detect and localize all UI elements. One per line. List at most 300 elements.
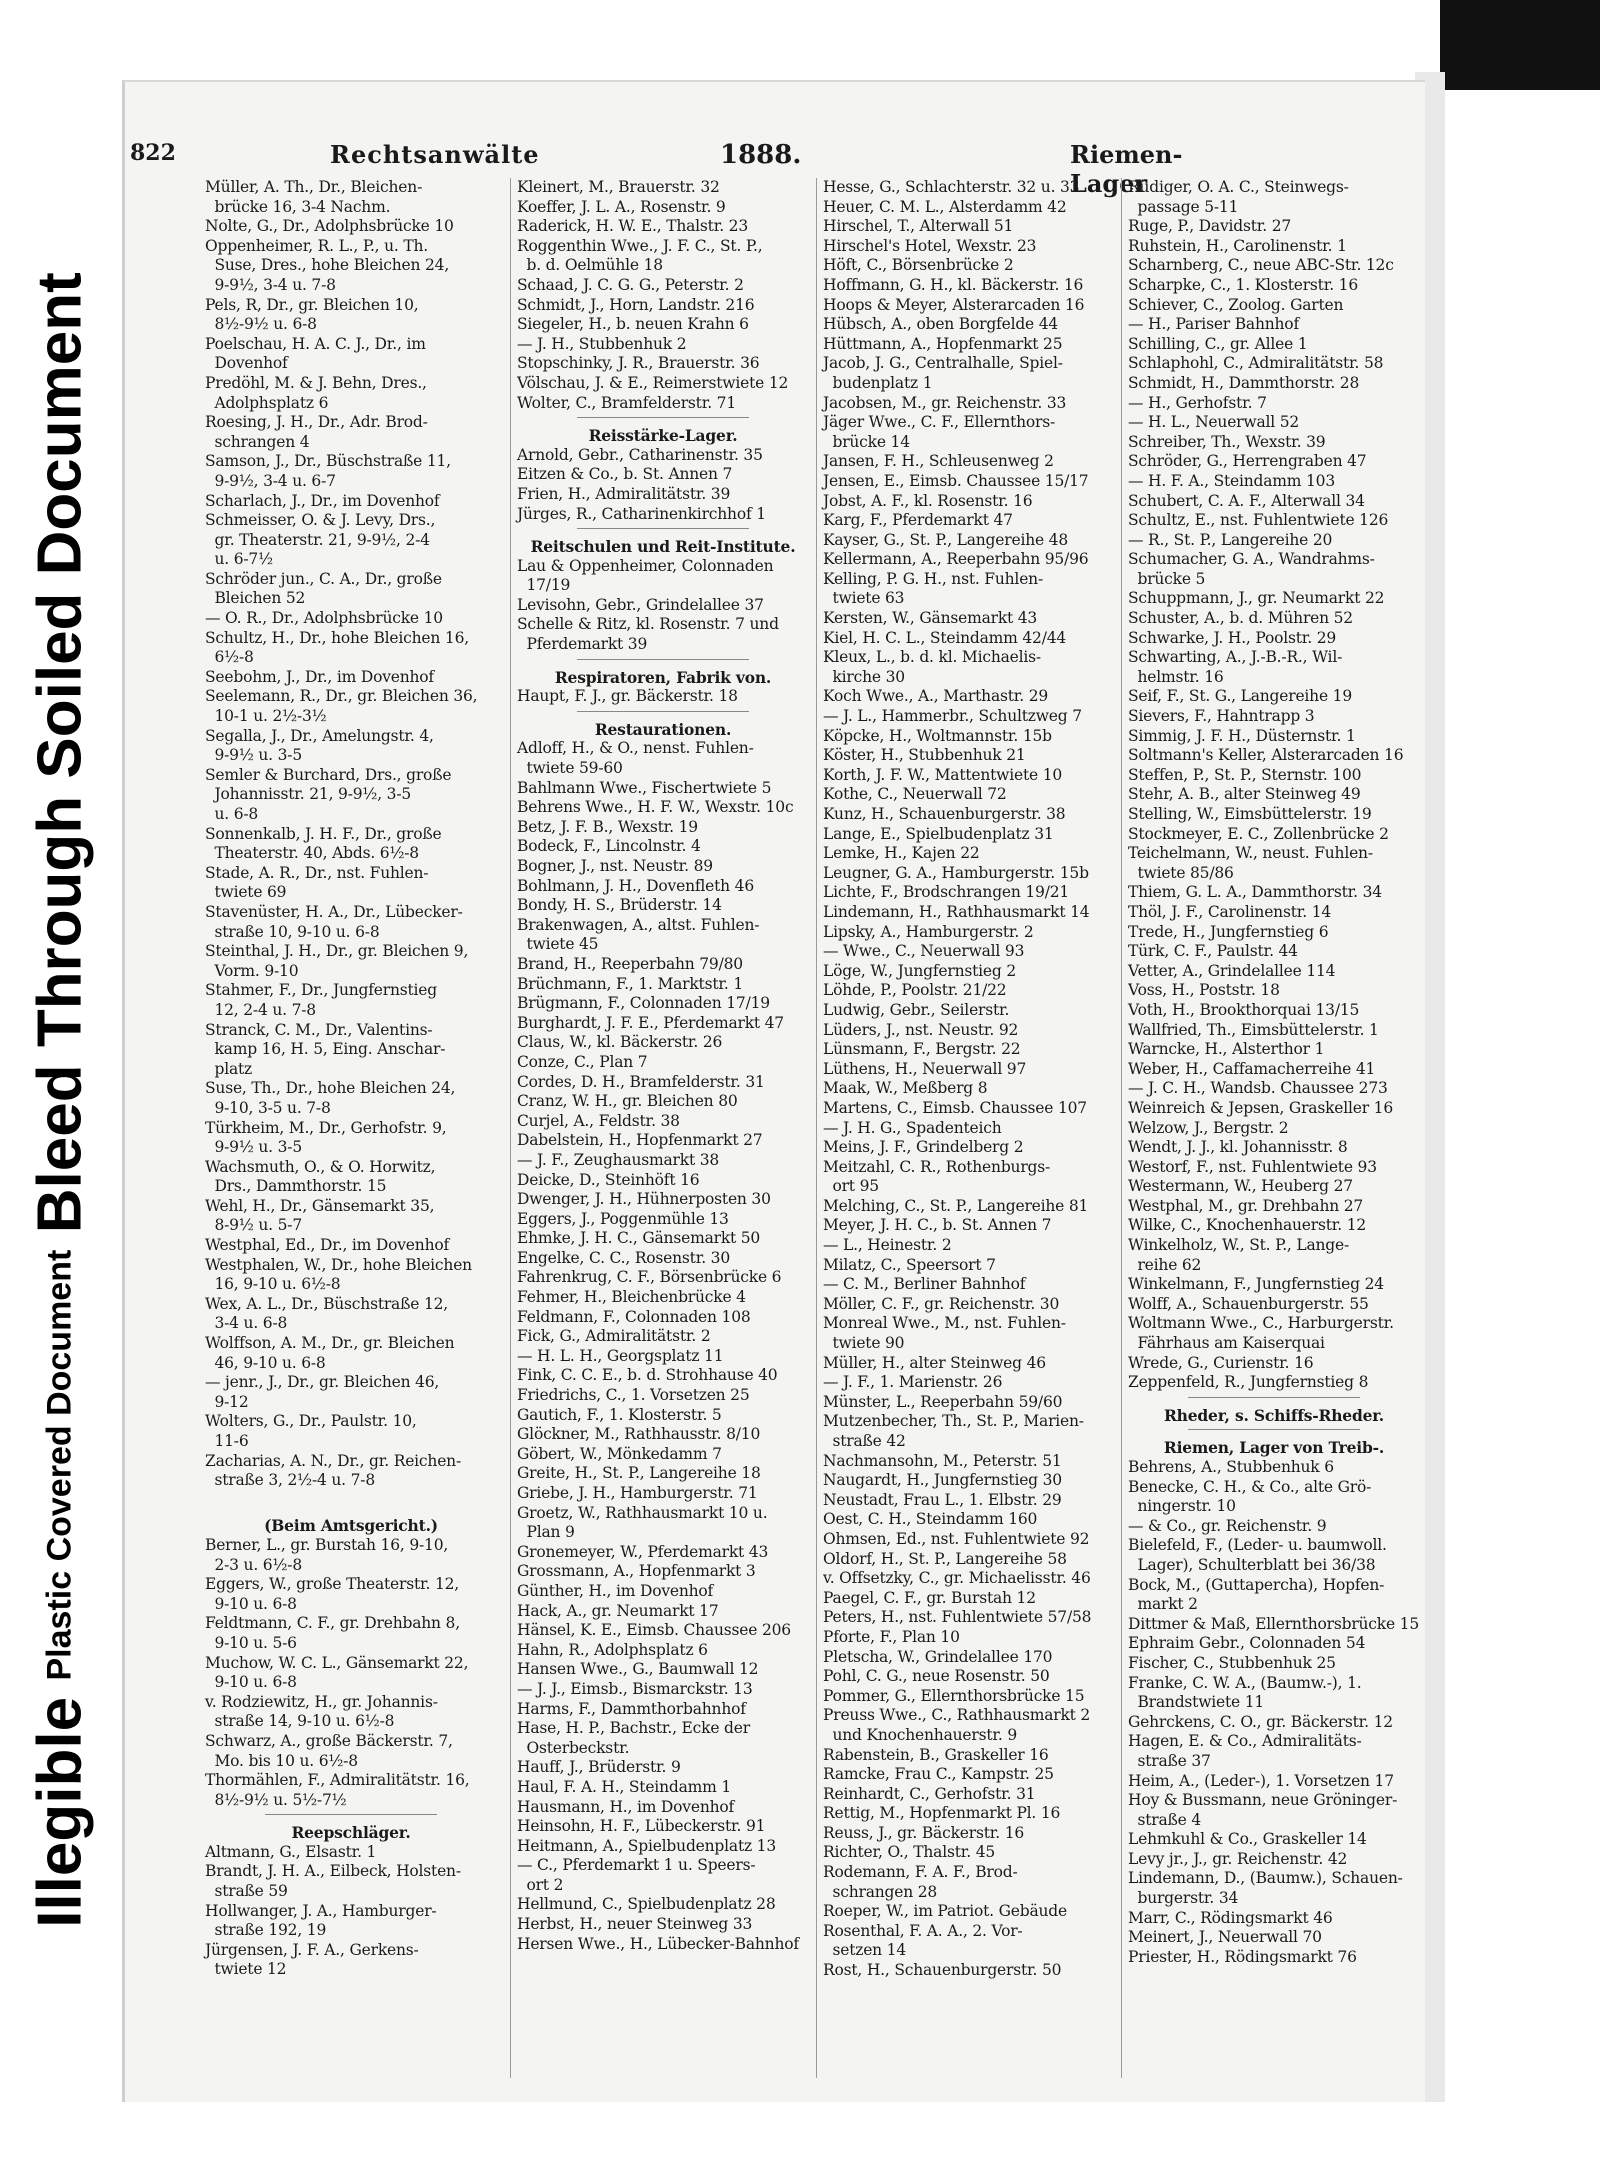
- directory-entry-line: Ephraim Gebr., Colonnaden 54: [1128, 1634, 1366, 1653]
- directory-entry-line: — J. L., Hammerbr., Schultzweg 7: [823, 707, 1082, 726]
- directory-entry-line: Neustadt, Frau L., 1. Elbstr. 29: [823, 1490, 1062, 1509]
- directory-entry-line: Stranck, C. M., Dr., Valentins-: [205, 1020, 433, 1039]
- directory-entry-line: straße 42: [823, 1432, 906, 1450]
- directory-entry-line: Meyer, J. H. C., b. St. Annen 7: [823, 1216, 1052, 1235]
- directory-entry-line: Heitmann, A., Spielbudenplatz 13: [517, 1836, 776, 1855]
- directory-entry-line: Jürgensen, J. F. A., Gerkens-: [205, 1940, 419, 1959]
- directory-entry-line: Rosenthal, F. A. A., 2. Vor-: [823, 1921, 1023, 1940]
- directory-entry-line: Levy jr., J., gr. Reichenstr. 42: [1128, 1849, 1348, 1868]
- directory-entry-line: Pferdemarkt 39: [517, 635, 648, 654]
- directory-entry-line: Stopschinky, J. R., Brauerstr. 36: [517, 354, 760, 373]
- directory-entry-line: Muchow, W. C. L., Gänsemarkt 22,: [205, 1653, 469, 1672]
- directory-entry-line: Pletscha, W., Grindelallee 170: [823, 1647, 1053, 1666]
- directory-entry-line: Schwarz, A., große Bäckerstr. 7,: [205, 1731, 453, 1750]
- directory-entry-line: 9-10 u. 5-6: [205, 1633, 297, 1652]
- directory-entry-line: ort 2: [517, 1875, 564, 1894]
- directory-entry-line: Gronemeyer, W., Pferdemarkt 43: [517, 1542, 769, 1561]
- directory-entry-line: Brandt, J. H. A., Eilbeck, Holsten-: [205, 1862, 461, 1881]
- directory-entry-line: Lange, E., Spielbudenplatz 31: [823, 824, 1054, 843]
- directory-entry-line: Bock, M., (Guttapercha), Hopfen-: [1128, 1575, 1385, 1594]
- directory-entry-line: Nolte, G., Dr., Adolphsbrücke 10: [205, 217, 454, 236]
- section-divider: [1188, 1397, 1360, 1398]
- directory-entry-line: passage 5-11: [1128, 197, 1239, 216]
- directory-entry-line: Brand, H., Reeperbahn 79/80: [517, 954, 743, 973]
- directory-entry-line: Ludwig, Gebr., Seilerstr.: [823, 1000, 1010, 1019]
- directory-entry-line: 3-4 u. 6-8: [205, 1314, 288, 1333]
- directory-entry-line: Teichelmann, W., neust. Fuhlen-: [1128, 844, 1373, 863]
- directory-entry-line: Westphalen, W., Dr., hohe Bleichen: [205, 1255, 472, 1274]
- directory-entry-line: Schubert, C. A. F., Alterwall 34: [1128, 491, 1365, 510]
- directory-entry-line: — R., St. P., Langereihe 20: [1128, 530, 1333, 549]
- directory-entry-line: straße 59: [205, 1882, 288, 1901]
- directory-entry-line: Lau & Oppenheimer, Colonnaden: [517, 556, 774, 575]
- directory-entry-line: Arnold, Gebr., Catharinenstr. 35: [517, 445, 763, 464]
- directory-entry-line: Nachmansohn, M., Peterstr. 51: [823, 1451, 1062, 1470]
- section-heading: Reepschläger.: [291, 1823, 411, 1843]
- section-heading: Restaurationen.: [594, 719, 732, 739]
- directory-entry-line: 16, 9-10 u. 6½-8: [205, 1275, 341, 1294]
- directory-entry-line: Altmann, G., Elsastr. 1: [205, 1842, 377, 1861]
- directory-entry-line: Bleichen 52: [205, 589, 306, 608]
- directory-entry-line: Jacob, J. G., Centralhalle, Spiel-: [823, 354, 1063, 373]
- directory-entry-line: — Wwe., C., Neuerwall 93: [823, 942, 1025, 961]
- directory-entry-line: Preuss Wwe., C., Rathhausmarkt 2: [823, 1706, 1091, 1725]
- directory-entry-line: Müller, H., alter Steinweg 46: [823, 1353, 1046, 1372]
- directory-entry-line: Wachsmuth, O., & O. Horwitz,: [205, 1157, 436, 1176]
- directory-entry-line: Lüders, J., nst. Neustr. 92: [823, 1020, 1019, 1039]
- directory-entry-line: Hoffmann, G. H., kl. Bäckerstr. 16: [823, 275, 1084, 294]
- directory-entry-line: Sievers, F., Hahntrapp 3: [1128, 707, 1315, 726]
- directory-entry-line: Winkelholz, W., St. P., Lange-: [1128, 1236, 1350, 1255]
- directory-entry-line: Wex, A. L., Dr., Büschstraße 12,: [205, 1294, 449, 1313]
- directory-entry-line: Behrens Wwe., H. F. W., Wexstr. 10c: [517, 798, 794, 817]
- directory-entry-line: Reinhardt, C., Gerhofstr. 31: [823, 1784, 1036, 1803]
- directory-entry-line: Jansen, F. H., Schleusenweg 2: [823, 452, 1054, 471]
- document-condition-label: [0, 0, 120, 2177]
- directory-entry-line: Haupt, F. J., gr. Bäckerstr. 18: [517, 687, 738, 706]
- directory-entry-line: — J. J., Eimsb., Bismarckstr. 13: [517, 1679, 753, 1698]
- directory-entry-line: Dwenger, J. H., Hühnerposten 30: [517, 1190, 771, 1209]
- directory-entry-line: — J. F., Zeughausmarkt 38: [517, 1150, 720, 1169]
- directory-entry-line: Kiel, H. C. L., Steindamm 42/44: [823, 628, 1067, 647]
- directory-entry-line: Dabelstein, H., Hopfenmarkt 27: [517, 1131, 763, 1150]
- directory-entry-line: Wolter, C., Bramfelderstr. 71: [517, 393, 736, 412]
- directory-entry-line: Lüthens, H., Neuerwall 97: [823, 1059, 1027, 1078]
- directory-entry-line: Lipsky, A., Hamburgerstr. 2: [823, 922, 1034, 941]
- directory-entry-line: straße 10, 9-10 u. 6-8: [205, 922, 380, 941]
- directory-entry-line: Schumacher, G. A., Wandrahms-: [1128, 550, 1375, 569]
- directory-entry-line: Hagen, E. & Co., Admiralitäts-: [1128, 1732, 1362, 1751]
- directory-entry-line: Behrens, A., Stubbenhuk 6: [1128, 1458, 1334, 1476]
- directory-entry-line: Bielefeld, F., (Leder- u. baumwoll.: [1128, 1536, 1387, 1555]
- directory-entry-line: Westermann, W., Heuberg 27: [1128, 1177, 1353, 1196]
- directory-entry-line: Scharnberg, C., neue ABC-Str. 12c: [1128, 256, 1394, 275]
- directory-column-2: [510, 178, 809, 2078]
- page-number: 822: [130, 140, 176, 166]
- directory-entry-line: — H., Gerhofstr. 7: [1128, 393, 1267, 412]
- directory-entry-line: Dittmer & Maß, Ellernthorsbrücke 15: [1128, 1614, 1420, 1633]
- directory-entry-line: Roeper, W., im Patriot. Gebäude: [823, 1902, 1067, 1921]
- directory-entry-line: Thöl, J. F., Carolinenstr. 14: [1128, 902, 1332, 921]
- directory-entry-line: Westphal, Ed., Dr., im Dovenhof: [205, 1236, 450, 1255]
- directory-entry-line: Vetter, A., Grindelallee 114: [1128, 961, 1336, 980]
- directory-entry-line: straße 4: [1128, 1810, 1202, 1829]
- directory-entry-line: Peters, H., nst. Fuhlentwiete 57/58: [823, 1608, 1092, 1627]
- directory-entry-line: kamp 16, H. 5, Eing. Anschar-: [205, 1040, 446, 1059]
- directory-entry-line: Ruge, P., Davidstr. 27: [1128, 217, 1292, 236]
- directory-entry-line: Ruhstein, H., Carolinenstr. 1: [1128, 236, 1347, 255]
- directory-entry-line: Sonnenkalb, J. H. F., Dr., große: [205, 824, 442, 843]
- illegible-label: Illegible: [25, 1696, 95, 1928]
- directory-entry-line: — & Co., gr. Reichenstr. 9: [1128, 1516, 1327, 1535]
- directory-entry-line: 46, 9-10 u. 6-8: [205, 1353, 326, 1372]
- directory-entry-line: Feldmann, F., Colonnaden 108: [517, 1307, 751, 1326]
- directory-entry-line: 9-10 u. 6-8: [205, 1594, 297, 1613]
- directory-entry-line: Benecke, C. H., & Co., alte Grö-: [1128, 1477, 1372, 1496]
- directory-entry-line: reihe 62: [1128, 1255, 1202, 1274]
- directory-entry-line: Hoops & Meyer, Alsterarcaden 16: [823, 295, 1085, 314]
- directory-entry-line: Fahrenkrug, C. F., Börsenbrücke 6: [517, 1268, 782, 1287]
- directory-entry-line: straße 3, 2½-4 u. 7-8: [205, 1471, 375, 1490]
- directory-entry-line: Glöckner, M., Rathhausstr. 8/10: [517, 1425, 761, 1444]
- directory-entry-line: Hesse, G., Schlachterstr. 32 u. 33: [823, 178, 1080, 196]
- directory-entry-line: twiete 45: [517, 935, 599, 954]
- directory-entry-line: Hauff, J., Brüderstr. 9: [517, 1758, 681, 1777]
- directory-entry-line: Milatz, C., Speersort 7: [823, 1255, 996, 1274]
- directory-entry-line: budenplatz 1: [823, 373, 933, 392]
- directory-entry-line: Conze, C., Plan 7: [517, 1052, 648, 1071]
- directory-entry-line: Semler & Burchard, Drs., große: [205, 765, 452, 784]
- directory-entry-line: Naugardt, H., Jungfernstieg 30: [823, 1471, 1062, 1490]
- directory-entry-line: Maak, W., Meßberg 8: [823, 1079, 988, 1098]
- directory-entry-line: ningerstr. 10: [1128, 1497, 1236, 1516]
- directory-entry-line: Wolff, A., Schauenburgerstr. 55: [1128, 1294, 1369, 1313]
- directory-entry-line: Kleinert, M., Brauerstr. 32: [517, 178, 720, 196]
- header-left-title: Rechtsanwälte: [330, 140, 540, 169]
- directory-entry-line: Winkelmann, F., Jungfernstieg 24: [1128, 1275, 1384, 1294]
- directory-entry-line: — J. H., Stubbenhuk 2: [517, 334, 687, 353]
- directory-entry-line: Groetz, W., Rathhausmarkt 10 u.: [517, 1503, 768, 1522]
- directory-entry-line: Bodeck, F., Lincolnstr. 4: [517, 837, 701, 856]
- directory-entry-line: Fick, G., Admiralitätstr. 2: [517, 1327, 711, 1346]
- directory-entry-line: Paegel, C. F., gr. Burstah 12: [823, 1588, 1036, 1607]
- directory-column-1: [205, 178, 497, 2078]
- directory-entry-line: Bohlmann, J. H., Dovenfleth 46: [517, 876, 754, 895]
- directory-entry-line: Melching, C., St. P., Langereihe 81: [823, 1196, 1089, 1215]
- directory-entry-line: Eitzen & Co., b. St. Annen 7: [517, 465, 733, 484]
- directory-entry-line: Monreal Wwe., M., nst. Fuhlen-: [823, 1314, 1066, 1333]
- directory-entry-line: 9-9½, 3-4 u. 6-7: [205, 471, 336, 490]
- directory-entry-line: Stelling, W., Eimsbüttelerstr. 19: [1128, 805, 1372, 823]
- directory-entry-line: Jürges, R., Catharinenkirchhof 1: [517, 504, 766, 523]
- directory-entry-line: Rodemann, F. A. F., Brod-: [823, 1863, 1018, 1882]
- directory-entry-line: Meins, J. F., Grindelberg 2: [823, 1138, 1024, 1157]
- directory-entry-line: twiete 85/86: [1128, 863, 1234, 882]
- directory-entry-line: — L., Heinestr. 2: [823, 1236, 952, 1255]
- directory-entry-line: 9-12: [205, 1392, 249, 1411]
- directory-entry-line: Schwarke, J. H., Poolstr. 29: [1128, 628, 1337, 647]
- directory-entry-line: Predöhl, M. & J. Behn, Dres.,: [205, 373, 427, 392]
- directory-entry-line: [205, 1491, 497, 1511]
- directory-entry-line: — jenr., J., Dr., gr. Bleichen 46,: [205, 1373, 440, 1392]
- section-heading: Riemen, Lager von Treib-.: [1163, 1438, 1385, 1458]
- directory-entry-line: v. Rodziewitz, H., gr. Johannis-: [205, 1692, 438, 1711]
- directory-entry-line: v. Offsetzky, C., gr. Michaelisstr. 46: [823, 1569, 1091, 1588]
- directory-entry-line: Levisohn, Gebr., Grindelallee 37: [517, 595, 764, 614]
- directory-entry-line: Deicke, D., Steinhöft 16: [517, 1170, 700, 1189]
- directory-entry-line: b. d. Oelmühle 18: [517, 256, 663, 275]
- directory-entry-line: Poelschau, H. A. C. J., Dr., im: [205, 334, 426, 353]
- directory-entry-line: Brüchmann, F., 1. Marktstr. 1: [517, 974, 743, 993]
- directory-entry-line: 9-9½, 3-4 u. 7-8: [205, 275, 336, 294]
- directory-entry-line: 8½-9½ u. 5½-7½: [205, 1790, 347, 1809]
- directory-entry-line: Engelke, C. C., Rosenstr. 30: [517, 1248, 730, 1267]
- directory-entry-line: Jäger Wwe., C. F., Ellernthors-: [823, 413, 1056, 432]
- directory-entry-line: schrangen 28: [823, 1882, 938, 1901]
- directory-entry-line: Völschau, J. & E., Reimerstwiete 12: [517, 373, 789, 392]
- directory-entry-line: Schmidt, J., Horn, Landstr. 216: [517, 295, 755, 314]
- directory-entry-line: brücke 14: [823, 432, 910, 451]
- directory-entry-line: Schreiber, Th., Wexstr. 39: [1128, 432, 1326, 451]
- directory-entry-line: Koch Wwe., A., Marthastr. 29: [823, 687, 1049, 706]
- directory-entry-line: Lichte, F., Brodschrangen 19/21: [823, 883, 1070, 902]
- directory-entry-line: Weinreich & Jepsen, Graskeller 16: [1128, 1098, 1394, 1117]
- directory-entry-line: Höft, C., Börsenbrücke 2: [823, 256, 1014, 275]
- directory-entry-line: Hirschel, T., Alterwall 51: [823, 217, 1014, 236]
- directory-entry-line: u. 6-7½: [205, 550, 273, 569]
- directory-entry-line: Leugner, G. A., Hamburgerstr. 15b: [823, 863, 1089, 882]
- directory-entry-line: Brügmann, F., Colonnaden 17/19: [517, 994, 770, 1013]
- directory-entry-line: 2-3 u. 6½-8: [205, 1555, 302, 1574]
- directory-entry-line: Brakenwagen, A., altst. Fuhlen-: [517, 915, 760, 934]
- directory-entry-line: Woltmann Wwe., C., Harburgerstr.: [1128, 1314, 1394, 1333]
- directory-entry-line: Möller, C. F., gr. Reichenstr. 30: [823, 1294, 1060, 1313]
- section-heading: Reisstärke-Lager.: [588, 426, 738, 446]
- directory-entry-line: Schultz, H., Dr., hohe Bleichen 16,: [205, 628, 469, 647]
- directory-entry-line: Friedrichs, C., 1. Vorsetzen 25: [517, 1386, 750, 1405]
- directory-entry-line: Berner, L., gr. Burstah 16, 9-10,: [205, 1535, 449, 1554]
- directory-entry-line: Feldtmann, C. F., gr. Drehbahn 8,: [205, 1614, 460, 1633]
- directory-entry-line: Meinert, J., Neuerwall 70: [1128, 1928, 1322, 1947]
- directory-entry-line: straße 192, 19: [205, 1921, 327, 1940]
- directory-entry-line: Suse, Dres., hohe Bleichen 24,: [205, 256, 450, 275]
- directory-entry-line: Johannisstr. 21, 9-9½, 3-5: [205, 785, 412, 804]
- directory-entry-line: Trede, H., Jungfernstieg 6: [1128, 922, 1329, 941]
- directory-entry-line: Steffen, P., St. P., Sternstr. 100: [1128, 765, 1362, 784]
- directory-entry-line: Heinsohn, H. F., Lübeckerstr. 91: [517, 1817, 766, 1836]
- directory-entry-line: Kelling, P. G. H., nst. Fuhlen-: [823, 569, 1043, 588]
- directory-entry-line: Göbert, W., Mönkedamm 7: [517, 1444, 722, 1463]
- directory-entry-line: Türkheim, M., Dr., Gerhofstr. 9,: [205, 1118, 447, 1137]
- directory-entry-line: Harms, F., Dammthorbahnhof: [517, 1699, 746, 1718]
- directory-entry-line: 9-10, 3-5 u. 7-8: [205, 1098, 331, 1117]
- directory-entry-line: Voss, H., Poststr. 18: [1128, 981, 1280, 1000]
- directory-entry-line: — H. F. A., Steindamm 103: [1128, 471, 1335, 490]
- directory-entry-line: Pommer, G., Ellernthorsbrücke 15: [823, 1686, 1085, 1705]
- directory-entry-line: Simmig, J. F. H., Düsternstr. 1: [1128, 726, 1356, 745]
- directory-entry-line: Westorf, F., nst. Fuhlentwiete 93: [1128, 1157, 1377, 1176]
- directory-entry-line: twiete 90: [823, 1334, 905, 1353]
- directory-entry-line: Schlaphohl, C., Admiralitätstr. 58: [1128, 354, 1384, 373]
- directory-entry-line: Warncke, H., Alsterthor 1: [1128, 1040, 1325, 1059]
- directory-entry-line: Scharlach, J., Dr., im Dovenhof: [205, 491, 440, 510]
- directory-entry-line: Welzow, J., Bergstr. 2: [1128, 1118, 1289, 1137]
- directory-entry-line: twiete 12: [205, 1960, 287, 1979]
- section-divider: [577, 711, 749, 712]
- directory-entry-line: Oldorf, H., St. P., Langereihe 58: [823, 1549, 1067, 1568]
- directory-entry-line: ort 95: [823, 1177, 879, 1196]
- directory-entry-line: Gehrckens, C. O., gr. Bäckerstr. 12: [1128, 1712, 1393, 1731]
- directory-entry-line: Ramcke, Frau C., Kampstr. 25: [823, 1765, 1054, 1784]
- directory-entry-line: Wallfried, Th., Eimsbüttelerstr. 1: [1128, 1020, 1379, 1039]
- directory-entry-line: Claus, W., kl. Bäckerstr. 26: [517, 1033, 723, 1052]
- directory-entry-line: Scharpke, C., 1. Klosterstr. 16: [1128, 275, 1358, 294]
- directory-entry-line: Hirschel's Hotel, Wexstr. 23: [823, 236, 1037, 255]
- directory-entry-line: Stockmeyer, E. C., Zollenbrücke 2: [1128, 824, 1389, 843]
- section-divider: [577, 417, 749, 418]
- directory-entry-line: Koeffer, J. L. A., Rosenstr. 9: [517, 197, 726, 216]
- directory-entry-line: Dovenhof: [205, 354, 288, 373]
- directory-entry-line: Reuss, J., gr. Bäckerstr. 16: [823, 1823, 1025, 1842]
- directory-entry-line: Rüdiger, O. A. C., Steinwegs-: [1128, 178, 1349, 196]
- directory-entry-line: Kersten, W., Gänsemarkt 43: [823, 609, 1038, 628]
- directory-entry-line: Oest, C. H., Steindamm 160: [823, 1510, 1038, 1529]
- binder-edge: [1440, 0, 1600, 90]
- directory-entry-line: Marr, C., Rödingsmarkt 46: [1128, 1908, 1333, 1927]
- bleed-through-label: Bleed Through Soiled Document: [25, 272, 95, 1234]
- directory-entry-line: Jobst, A. F., kl. Rosenstr. 16: [823, 491, 1033, 510]
- section-divider: [577, 528, 749, 529]
- directory-entry-line: markt 2: [1128, 1595, 1198, 1614]
- directory-entry-line: Adloff, H., & O., nenst. Fuhlen-: [517, 739, 754, 758]
- directory-entry-line: Schröder jun., C. A., Dr., große: [205, 569, 442, 588]
- directory-entry-line: twiete 69: [205, 883, 287, 902]
- directory-entry-line: Curjel, A., Feldstr. 38: [517, 1111, 680, 1130]
- section-heading: Reitschulen und Reit-Institute.: [530, 537, 796, 557]
- directory-entry-line: Frien, H., Admiralitätstr. 39: [517, 484, 731, 503]
- section-divider: [265, 1814, 437, 1815]
- directory-entry-line: Eggers, J., Poggenmühle 13: [517, 1209, 729, 1228]
- directory-entry-line: Haul, F. A. H., Steindamm 1: [517, 1777, 731, 1796]
- directory-entry-line: Jacobsen, M., gr. Reichenstr. 33: [823, 393, 1067, 412]
- directory-entry-line: Hübsch, A., oben Borgfelde 44: [823, 315, 1059, 334]
- directory-column-3: [816, 178, 1115, 2078]
- directory-entry-line: Martens, C., Eimsb. Chaussee 107: [823, 1098, 1087, 1117]
- directory-entry-line: Hansen Wwe., G., Baumwall 12: [517, 1660, 759, 1679]
- directory-entry-line: Meitzahl, C. R., Rothenburgs-: [823, 1157, 1051, 1176]
- directory-entry-line: Müller, A. Th., Dr., Bleichen-: [205, 178, 423, 196]
- directory-entry-line: Schelle & Ritz, kl. Rosenstr. 7 und: [517, 615, 779, 634]
- directory-entry-line: und Knochenhauerstr. 9: [823, 1725, 1017, 1744]
- directory-entry-line: Seebohm, J., Dr., im Dovenhof: [205, 667, 434, 686]
- directory-entry-line: Wrede, G., Curienstr. 16: [1128, 1353, 1314, 1372]
- directory-entry-line: 12, 2-4 u. 7-8: [205, 1000, 316, 1019]
- directory-entry-line: Münster, L., Reeperbahn 59/60: [823, 1392, 1063, 1411]
- directory-entry-line: Raderick, H. W. E., Thalstr. 23: [517, 217, 748, 236]
- directory-entry-line: straße 14, 9-10 u. 6½-8: [205, 1712, 395, 1731]
- directory-entry-line: Seif, F., St. G., Langereihe 19: [1128, 687, 1352, 706]
- directory-entry-line: — J. C. H., Wandsb. Chaussee 273: [1128, 1079, 1388, 1098]
- directory-entry-line: Theaterstr. 40, Abds. 6½-8: [205, 844, 419, 863]
- directory-entry-line: Voth, H., Brookthorquai 13/15: [1128, 1000, 1360, 1019]
- directory-entry-line: Stade, A. R., Dr., nst. Fuhlen-: [205, 863, 429, 882]
- section-heading: Respiratoren, Fabrik von.: [554, 667, 772, 687]
- directory-entry-line: 17/19: [517, 576, 571, 595]
- directory-entry-line: — H. L. H., Georgsplatz 11: [517, 1346, 724, 1365]
- directory-entry-line: kirche 30: [823, 667, 905, 686]
- directory-entry-line: Pohl, C. G., neue Rosenstr. 50: [823, 1667, 1050, 1686]
- directory-entry-line: Thiem, G. L. A., Dammthorstr. 34: [1128, 883, 1382, 902]
- directory-entry-line: Hoy & Bussmann, neue Gröninger-: [1128, 1791, 1398, 1810]
- directory-entry-line: Siegeler, H., b. neuen Krahn 6: [517, 315, 749, 334]
- directory-entry-line: brücke 5: [1128, 569, 1206, 588]
- directory-entry-line: Cranz, W. H., gr. Bleichen 80: [517, 1092, 738, 1111]
- directory-entry-line: Rabenstein, B., Graskeller 16: [823, 1745, 1049, 1764]
- directory-entry-line: Schiever, C., Zoolog. Garten: [1128, 295, 1344, 314]
- directory-entry-line: 6½-8: [205, 648, 254, 667]
- directory-entry-line: Mutzenbecher, Th., St. P., Marien-: [823, 1412, 1084, 1431]
- header-year: 1888.: [720, 140, 802, 170]
- directory-entry-line: 9-9½ u. 3-5: [205, 1138, 302, 1157]
- directory-entry-line: Rettig, M., Hopfenmarkt Pl. 16: [823, 1804, 1061, 1823]
- directory-entry-line: Roggenthin Wwe., J. F. C., St. P.,: [517, 236, 763, 255]
- directory-entry-line: Herbst, H., neuer Steinweg 33: [517, 1915, 753, 1934]
- directory-entry-line: Oppenheimer, R. L., P., u. Th.: [205, 236, 429, 255]
- section-heading: Rheder, s. Schiffs-Rheder.: [1164, 1405, 1384, 1425]
- directory-entry-line: — J. F., 1. Marienstr. 26: [823, 1373, 1003, 1392]
- directory-entry-line: Schröder, G., Herrengraben 47: [1128, 452, 1367, 471]
- directory-entry-line: Brandstwiete 11: [1128, 1693, 1265, 1712]
- directory-entry-line: Segalla, J., Dr., Amelungstr. 4,: [205, 726, 434, 745]
- directory-entry-line: Wehl, H., Dr., Gänsemarkt 35,: [205, 1196, 435, 1215]
- directory-entry-line: Kunz, H., Schauenburgerstr. 38: [823, 805, 1066, 823]
- directory-entry-line: Priester, H., Rödingsmarkt 76: [1128, 1947, 1357, 1966]
- directory-entry-line: Suse, Th., Dr., hohe Bleichen 24,: [205, 1079, 456, 1098]
- directory-entry-line: Lünsmann, F., Bergstr. 22: [823, 1040, 1021, 1059]
- directory-entry-line: Fischer, C., Stubbenhuk 25: [1128, 1653, 1336, 1672]
- directory-entry-line: Mo. bis 10 u. 6½-8: [205, 1751, 358, 1770]
- directory-entry-line: Kothe, C., Neuerwall 72: [823, 785, 1007, 804]
- directory-entry-line: gr. Theaterstr. 21, 9-9½, 2-4: [205, 530, 430, 549]
- directory-entry-line: Samson, J., Dr., Büschstraße 11,: [205, 452, 451, 471]
- directory-entry-line: Hack, A., gr. Neumarkt 17: [517, 1601, 719, 1620]
- directory-entry-line: Stahmer, F., Dr., Jungfernstieg: [205, 981, 437, 1000]
- directory-entry-line: setzen 14: [823, 1941, 906, 1960]
- directory-entry-line: Lager), Schulterblatt bei 36/38: [1128, 1555, 1376, 1574]
- directory-entry-line: Rost, H., Schauenburgerstr. 50: [823, 1961, 1062, 1980]
- directory-entry-line: Drs., Dammthorstr. 15: [205, 1177, 387, 1196]
- directory-entry-line: straße 37: [1128, 1751, 1211, 1770]
- directory-entry-line: Korth, J. F. W., Mattentwiete 10: [823, 765, 1063, 784]
- directory-entry-line: 8-9½ u. 5-7: [205, 1216, 302, 1235]
- directory-entry-line: 11-6: [205, 1432, 249, 1450]
- directory-entry-line: Ehmke, J. H. C., Gänsemarkt 50: [517, 1229, 761, 1248]
- directory-entry-line: Wilke, C., Knochenhauerstr. 12: [1128, 1216, 1367, 1235]
- directory-entry-line: — C., Pferdemarkt 1 u. Speers-: [517, 1856, 756, 1875]
- directory-entry-line: Fehmer, H., Bleichenbrücke 4: [517, 1288, 746, 1307]
- directory-entry-line: Weber, H., Caffamacherreihe 41: [1128, 1059, 1376, 1078]
- directory-entry-line: Zacharias, A. N., Dr., gr. Reichen-: [205, 1451, 461, 1470]
- directory-entry-line: helmstr. 16: [1128, 667, 1224, 686]
- directory-entry-line: Bahlmann Wwe., Fischertwiete 5: [517, 778, 772, 797]
- directory-entry-line: 8½-9½ u. 6-8: [205, 315, 317, 334]
- header-right-title: Riemen-Lager: [1070, 140, 1183, 198]
- directory-entry-line: Schmeisser, O. & J. Levy, Drs.,: [205, 511, 436, 530]
- directory-entry-line: burgerstr. 34: [1128, 1889, 1239, 1908]
- directory-entry-line: 9-10 u. 6-8: [205, 1673, 297, 1692]
- directory-entry-line: Pforte, F., Plan 10: [823, 1627, 960, 1646]
- directory-entry-line: Karg, F., Pferdemarkt 47: [823, 511, 1013, 530]
